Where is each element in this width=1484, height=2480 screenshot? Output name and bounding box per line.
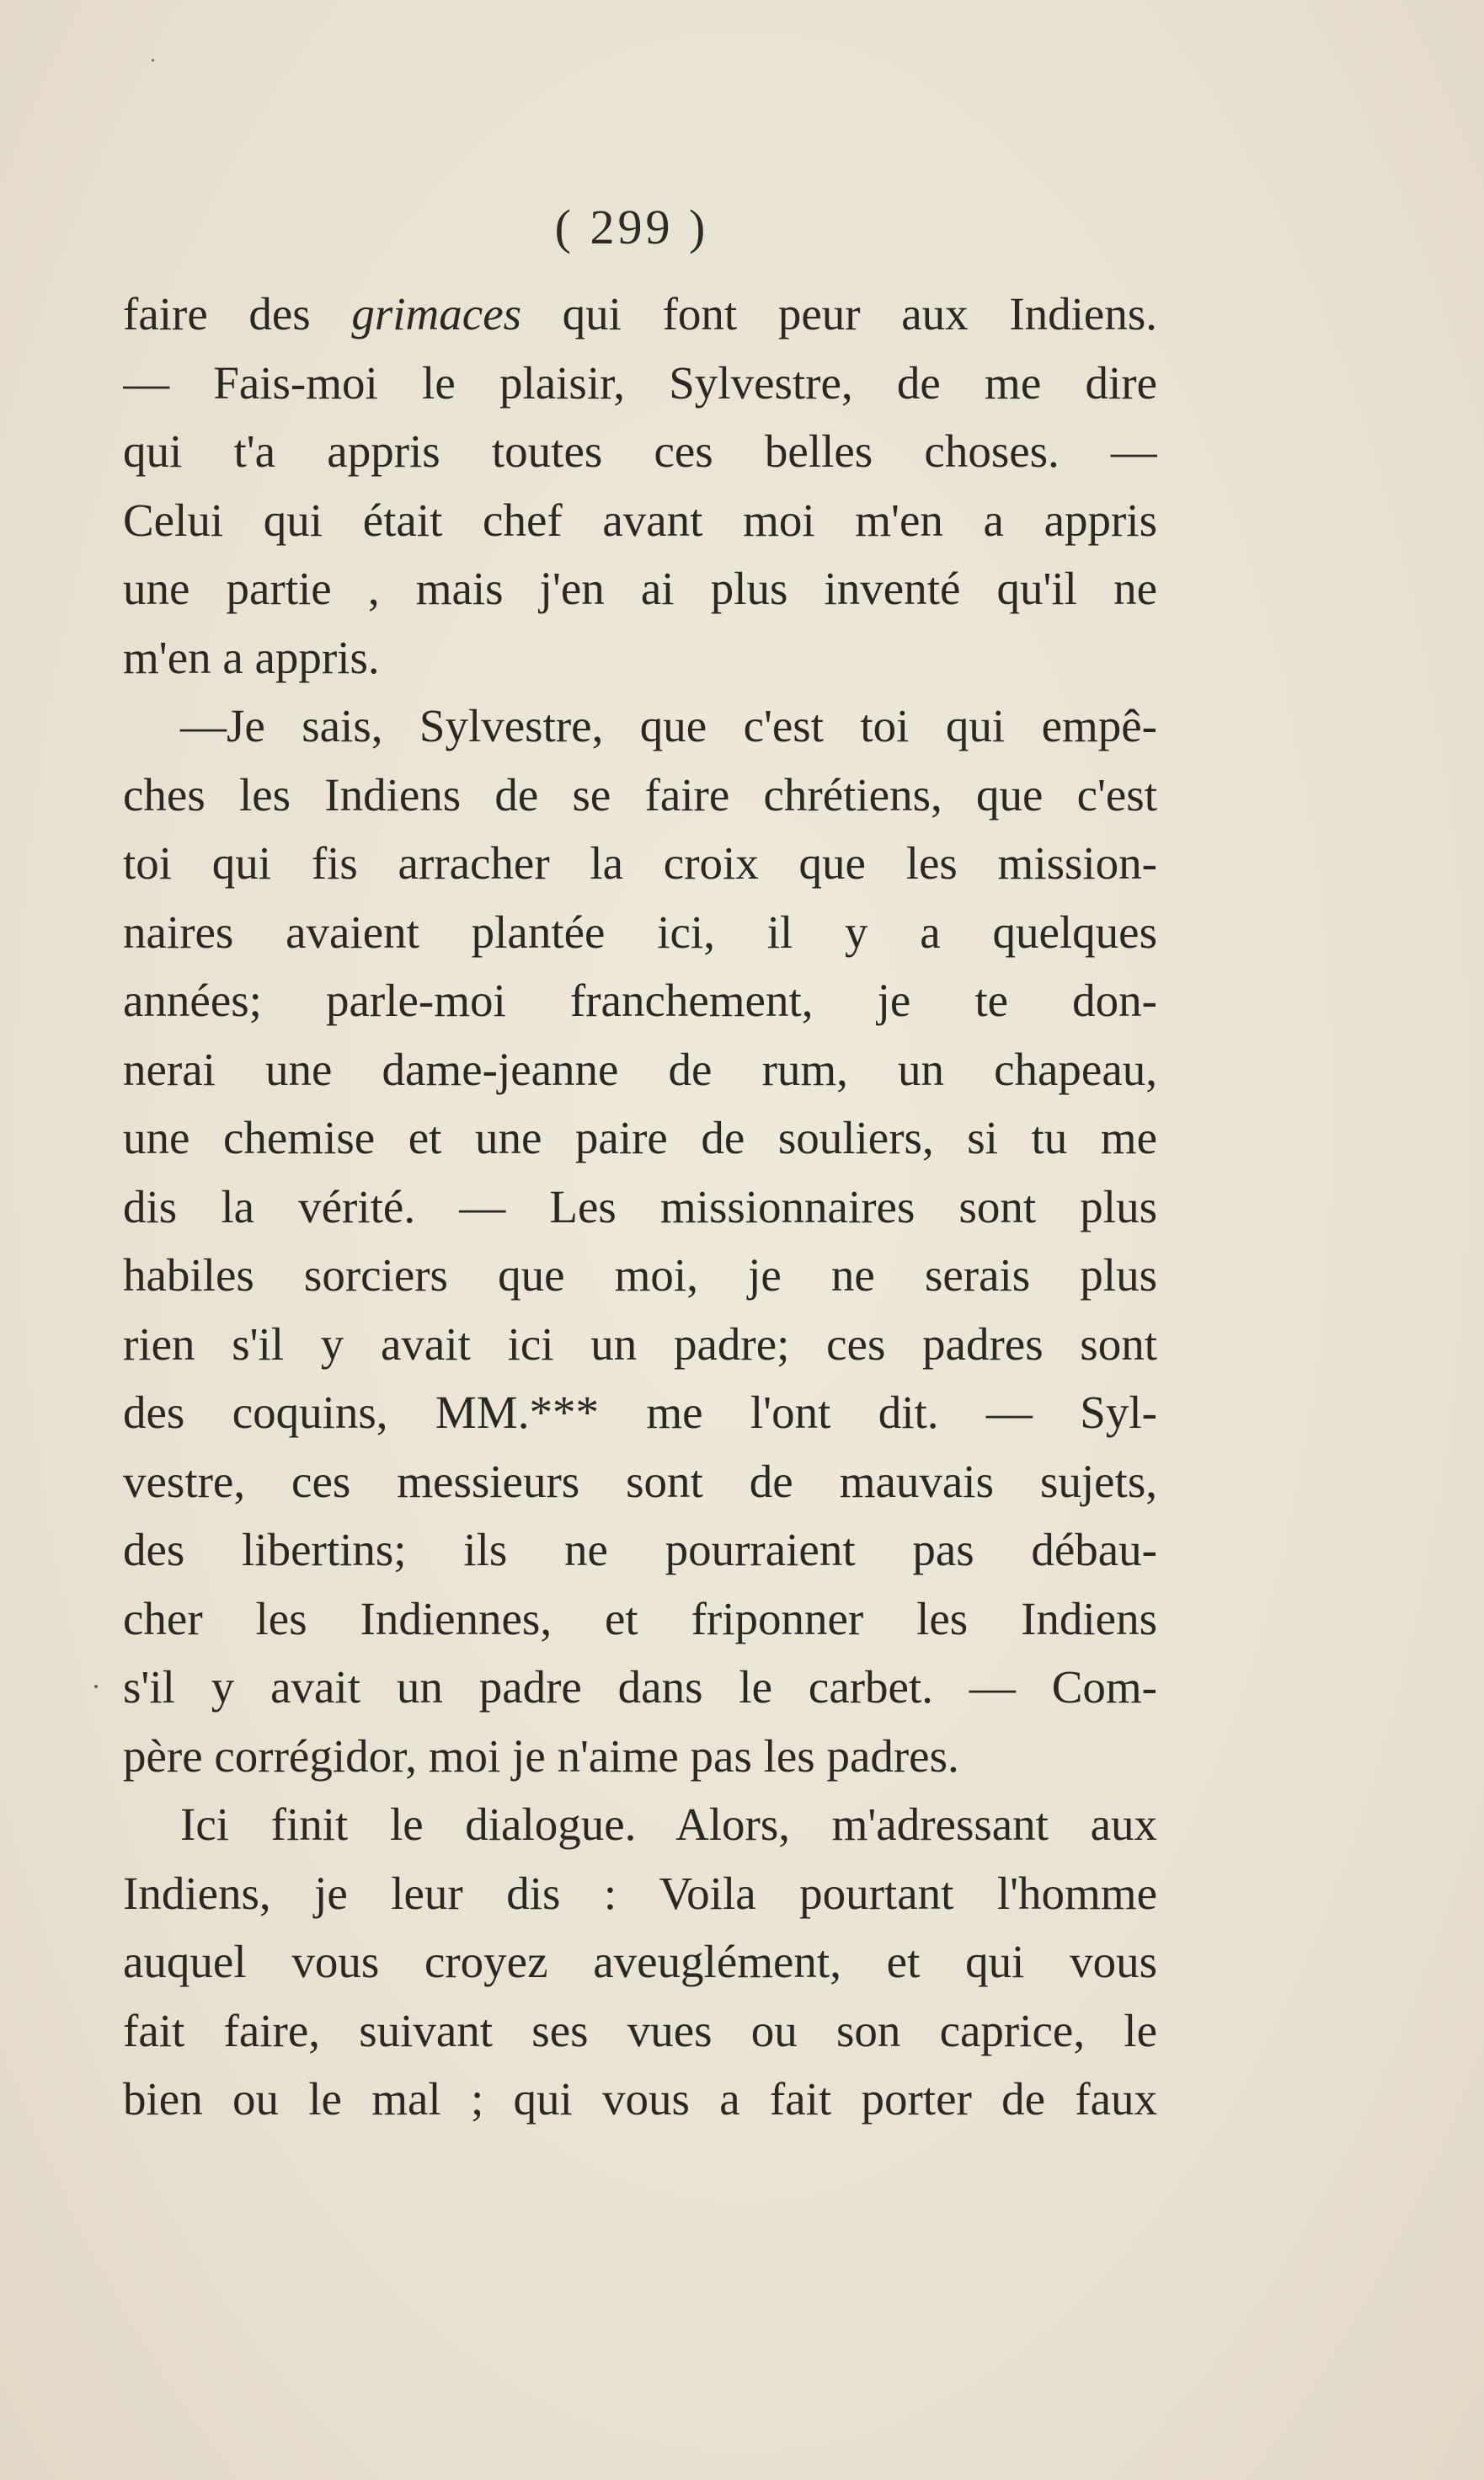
paper-speck: [152, 59, 154, 61]
text-line: toi qui fis arracher la croix que les mission-: [123, 837, 1157, 889]
text-line: des libertins; ils ne pourraient pas débau-: [123, 1524, 1157, 1575]
paper-speck: [94, 1685, 98, 1688]
text-line: fait faire, suivant ses vues ou son caprice, le: [123, 2004, 1157, 2056]
text-line: nerai une dame-jeanne de rum, un chapeau,: [123, 1043, 1157, 1095]
text-line: naires avaient plantée ici, il y a quelques: [123, 906, 1157, 958]
text-line: ches les Indiens de se faire chrétiens, que c'est: [123, 768, 1157, 820]
text-line: m'en a appris.: [123, 631, 380, 683]
text-line: rien s'il y avait ici un padre; ces padres sont: [123, 1318, 1157, 1370]
text-line: dis la vérité. — Les missionnaires sont plus: [123, 1180, 1157, 1232]
text-line: qui t'a appris toutes ces belles choses. —: [123, 425, 1157, 477]
text-line: des coquins, MM.*** me l'ont dit. — Syl-: [123, 1387, 1157, 1438]
page-number: ( 299 ): [554, 200, 709, 254]
text-line: bien ou le mal ; qui vous a fait porter de faux: [123, 2073, 1157, 2125]
text-line: habiles sorciers que moi, je ne serais plus: [123, 1249, 1157, 1301]
text-line: Ici finit le dialogue. Alors, m'adressant aux: [180, 1799, 1157, 1850]
body-text: [123, 280, 1157, 2134]
text-line: Indiens, je leur dis : Voila pourtant l'homme: [123, 1867, 1157, 1919]
text-line: une chemise et une paire de souliers, si tu me: [123, 1112, 1157, 1163]
text-line: années; parle-moi franchement, je te don-: [123, 975, 1157, 1026]
text-line: faire des grimaces qui font peur aux Indiens.: [123, 288, 1157, 339]
text-line: cher les Indiennes, et friponner les Indiens: [123, 1592, 1157, 1644]
italic-word: grimaces: [351, 288, 522, 339]
text-line: Celui qui était chef avant moi m'en a appris: [123, 494, 1157, 546]
text-line: — Fais-moi le plaisir, Sylvestre, de me dire: [123, 356, 1157, 409]
text-line: s'il y avait un padre dans le carbet. — Com-: [123, 1661, 1157, 1713]
text-line: auquel vous croyez aveuglément, et qui vous: [123, 1936, 1157, 1987]
text-line: une partie , mais j'en ai plus inventé qu'il ne: [123, 563, 1157, 614]
text-line: vestre, ces messieurs sont de mauvais sujets,: [123, 1455, 1157, 1507]
text-line: —Je sais, Sylvestre, que c'est toi qui empê-: [180, 700, 1157, 751]
text-line: père corrégidor, moi je n'aime pas les padres.: [123, 1729, 959, 1782]
